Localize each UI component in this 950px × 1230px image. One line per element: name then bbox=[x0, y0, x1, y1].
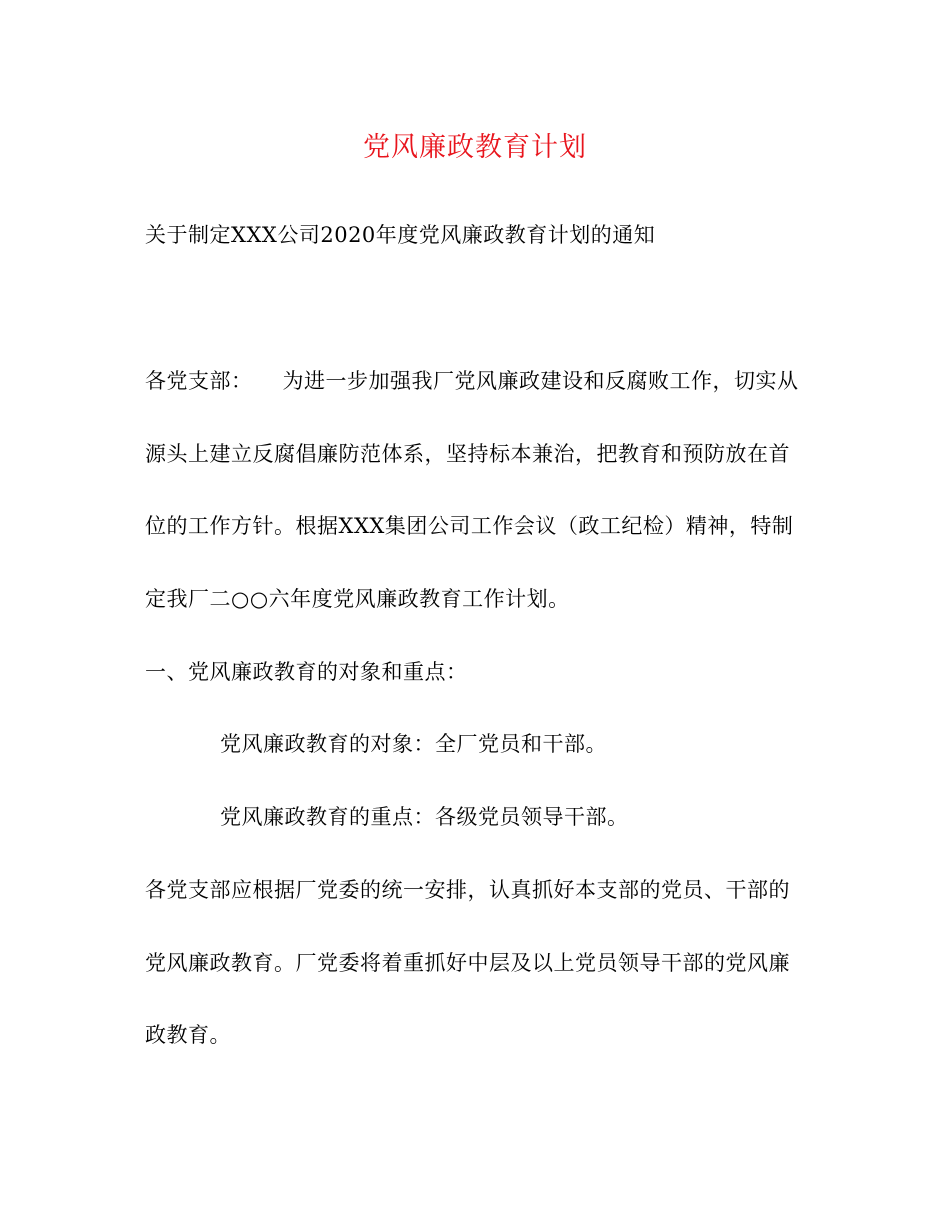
intro-line-2: 源头上建立反腐倡廉防范体系，坚持标本兼治，把教育和预防放在首 bbox=[145, 442, 790, 466]
section-1-body-line-1: 各党支部应根据厂党委的统一安排，认真抓好本支部的党员、干部的 bbox=[145, 878, 790, 902]
notice-heading: 关于制定XXX公司2020年度党风廉政教育计划的通知 bbox=[145, 223, 656, 247]
section-1-body-line-2: 党风廉政教育。厂党委将着重抓好中层及以上党员领导干部的党风廉 bbox=[145, 951, 790, 975]
salutation-line bbox=[145, 367, 799, 395]
intro-line-3: 位的工作方针。根据XXX集团公司工作会议（政工纪检）精神，特制 bbox=[145, 514, 794, 538]
salutation: 各党支部： bbox=[145, 369, 253, 393]
section-1-heading: 一、党风廉政教育的对象和重点： bbox=[145, 660, 468, 684]
section-1-object-line: 党风廉政教育的对象：全厂党员和干部。 bbox=[220, 732, 607, 756]
section-1-body-line-3: 政教育。 bbox=[145, 1023, 231, 1047]
intro-line-4: 定我厂二○○六年度党风廉政教育工作计划。 bbox=[145, 587, 570, 611]
intro-line-1: 为进一步加强我厂党风廉政建设和反腐败工作，切实从 bbox=[282, 369, 799, 393]
section-1-focus-line: 党风廉政教育的重点：各级党员领导干部。 bbox=[220, 805, 629, 829]
document-title: 党风廉政教育计划 bbox=[363, 132, 587, 163]
